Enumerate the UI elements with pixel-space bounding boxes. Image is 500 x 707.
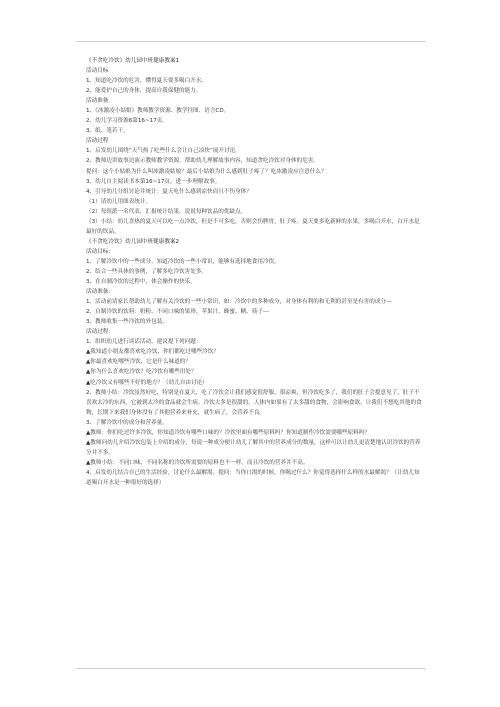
header-rule: [76, 41, 426, 42]
lesson1-goal-2: 2、能爱护自己的身体，提高自我保健的能力。: [86, 88, 202, 95]
lesson1-step-3: 3、幼儿自主阅读书本第16~17页，进一步理解故事。: [86, 178, 221, 185]
lesson2-goals-heading: 活动目标：: [86, 248, 114, 255]
lesson2-step-4: 4、启发幼儿结合自己的生活经验，讨论什么最解渴。提问：当你口渴的时候，你喝过什么？你觉得选择什么样的水最解渴？（让幼儿知道喝白开水是一种很好的选择）: [86, 469, 420, 486]
lesson2-title: 《不贪吃冷饮》幼儿园中班健康教案2: [86, 238, 180, 245]
lesson1-step-4-3: （3）小结：幼儿喜热的夏天可以吃一点冷饮，但是不可多吃，否则会伤脾胃，肚子疼。夏天要多吃新鲜的水果，多喝白开水，白开水是最好的饮品。: [86, 218, 420, 235]
lesson2-process-heading: 活动过程：: [86, 329, 114, 336]
footer-rule: [76, 668, 426, 669]
lesson2-question-4: ▲吃冷饮又有哪些不好的地方？（幼儿自由讨论）: [86, 379, 208, 386]
lesson1-step-2: 2、教师边讲故事边演示教师教学资源，帮助幼儿理解故事内容，知道贪吃冷饮对身体的危害。: [86, 158, 319, 165]
lesson2-prep-3: 3、教师收集一些冷饮的外包装。: [86, 319, 168, 326]
lesson2-prep-2: 2、自制冷饮的饮料：奶粉、不同口味的果珍、苹果汁、蜂蜜、糖、筷子---: [86, 309, 270, 316]
lesson1-process-heading: 活动过程: [86, 138, 109, 145]
lesson2-step-1: 1、组织幼儿进行谈话活动，建议提下列问题：: [86, 339, 202, 346]
lesson2-prep-heading: 活动准备：: [86, 289, 114, 296]
lesson1-goal-1: 1、知道吃冷饮的危害，懂得夏天要多喝白开水。: [86, 78, 208, 85]
lesson1-title: 《不贪吃冷饮》幼儿园中班健康教案1: [86, 58, 180, 64]
lesson2-step-3: 3、了解冷饮中的成分和营养量。: [86, 419, 168, 426]
lesson1-step-4: 4、引导幼儿分组讨论并统计：夏天吃什么感到凉快而且不伤身体？: [86, 188, 252, 195]
lesson1-step-4-2: （2）每组派一名代表，汇报统计结果，说说每种饮品的优缺点。: [86, 208, 247, 215]
lesson2-goal-2: 2、结合一些具体的事例，了解多吃冷饮害处多。: [86, 268, 208, 275]
lesson2-step-2: 2、教师小结：冷饮虽然好吃，特别是在夏天，吃了冷饮会让我们感觉很舒服、很凉爽，但冷饮吃多了，我们的肚子会提意见了，肚子不喜欢太冷的东西，它被到太冷的食品就会生病。冷饮大多是很甜的，人体内如果有了太多甜的食物，会影响食欲，让我们不想吃其他的食物，长期下来我们身体没有了其他营养来补充，就生病了，会营养不良。: [86, 389, 422, 416]
lesson2-prep-1: 1、活动前请家长帮助幼儿了解有关冷饮的一些小常识，如：冷饮中的多种成分，对身体有利的和无利的甚至是有害的成分---: [86, 299, 393, 306]
lesson1-prep-1: 1、《冰激凌小姑娘》教师教学资源、教学挂图、语言CD。: [86, 108, 230, 115]
lesson2-step-3-teacher: ▲教师：你们吃过许多冷饮，你知道冷饮有哪些口味的？冷饮里面有哪些原料吗？你知道制作冷饮需要哪些原料吗？: [86, 429, 370, 436]
lesson2-step-3-packaging: ▲教师问幼儿介绍冷饮包装上介绍的成分，每说一种成分便让幼儿了解其中的营养成分的数量，这样可以让幼儿更清楚地认识冷饮的营养分并不多。: [86, 439, 421, 456]
lesson1-step-2-question: 提问：这个小姑娘为什么叫冰激凌姑娘？最后小姑娘为什么感到肚子疼了？吃冰激凌应注意什么？: [86, 168, 327, 175]
lesson2-question-3: ▲你为什么喜欢吃冷饮？吃冷饮有哪些用处？: [86, 369, 197, 376]
lesson1-step-4-1: （1）请幼儿用图表统计。: [86, 198, 152, 205]
document-body: [86, 56, 424, 488]
lesson2-question-2: ▲你最喜欢吃哪些冷饮，它是什么味道的？: [86, 359, 191, 366]
lesson1-goals-heading: 活动目标: [86, 68, 109, 75]
lesson2-step-3-summary: ▲教师小结：不同口味，不同名称的冷饮所需要的原料也不一样，而且冷饮的营养并不高。: [86, 459, 309, 466]
lesson1-prep-heading: 活动准备: [86, 98, 109, 105]
lesson2-question-1: ▲我知道小朋友都喜欢吃冷饮，你们都吃过哪些冷饮？: [86, 349, 219, 356]
lesson1-prep-2: 2、幼儿学习资源6第16~17页。: [86, 118, 168, 125]
lesson1-prep-3: 3、纸、笔若干。: [86, 128, 129, 135]
lesson1-step-1: 1、启发幼儿围绕“天气热了吃些什么会让自己凉快”展开讨论。: [86, 148, 241, 155]
lesson2-goal-3: 3、在自制冷饮的过程中，体会操作的快乐。: [86, 279, 196, 286]
lesson2-goal-1: 1、了解冷饮中的一些成分，知道冷饮的一些小常识，能够有选择地食用冷饮。: [86, 258, 280, 265]
